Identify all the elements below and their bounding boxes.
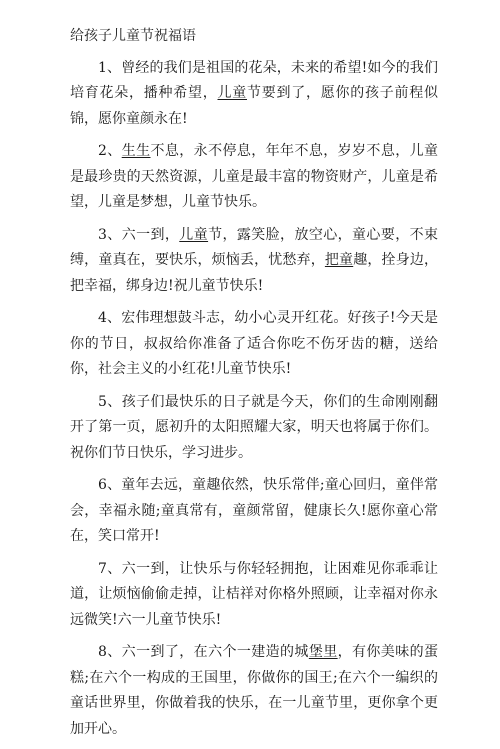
paragraph xyxy=(70,640,438,742)
document-title: 给孩子儿童节祝福语 xyxy=(70,28,196,44)
paragraph-text: 节要到了，愿你的孩子前程似锦，愿你童颜永在! xyxy=(70,85,438,127)
paragraph xyxy=(70,56,438,133)
keyword-link[interactable]: 儿童 xyxy=(179,226,209,243)
paragraph xyxy=(70,306,438,383)
paragraph xyxy=(70,557,438,634)
paragraph-text: 不息，永不停息，年年不息，岁岁不息，儿童是最珍贵的天然资源，儿童是最丰富的物资财产，儿童是希望，儿童是梦想，儿童节快乐。 xyxy=(70,143,438,210)
paragraph-text: 4、宏伟理想鼓斗志，幼小心灵开红花。好孩子!今天是你的节日，叔叔给你准备了适合你吃不伤牙齿的糖，送给你，社会主义的小红花!儿童节快乐! xyxy=(70,310,438,377)
keyword-link[interactable]: 儿童 xyxy=(217,85,247,101)
keyword-link[interactable]: 把童 xyxy=(324,252,354,268)
keyword-link[interactable]: 堡里 xyxy=(308,644,338,660)
paragraph xyxy=(70,473,438,550)
paragraph-text: 8、六一到了，在六个一建造的城 xyxy=(98,644,309,660)
keyword-link[interactable]: 生生 xyxy=(121,143,151,159)
paragraph-text: 5、孩子们最快乐的日子就是今天，你们的生命刚刚翻开了第一页，愿初升的太阳照耀大家，明天也将属于你们。祝你们节日快乐，学习进步。 xyxy=(70,393,438,461)
paragraph-text: 6、童年去远，童趣依然，快乐常伴;童心回归，童伴常会，幸福永随;童真常有，童颜常留，健康长久!愿你童心常在，笑口常开! xyxy=(70,477,438,544)
paragraph-text: 1、曾经的我们是祖国的花朵，未来的希望!如今的我们培育花朵，播种希望， xyxy=(70,59,438,101)
paragraph-text: 7、六一到，让快乐与你轻轻拥抱，让困难见你乖乖让道，让烦恼偷偷走掉，让桔祥对你格外照顾，让幸福对你永远微笑!六一儿童节快乐! xyxy=(70,560,438,628)
paragraph xyxy=(70,223,438,300)
paragraph-text: 节，露笑脸，放空心，童心要，不束缚，童真在，要快乐，烦恼丢，忧愁弃， xyxy=(70,226,438,268)
paragraph-list xyxy=(70,56,438,743)
paragraph xyxy=(70,390,438,467)
paragraph-text: ，有你美味的蛋糕;在六个一构成的王国里，你做你的国王;在六个一编织的童话世界里，你做着我的快乐，在一儿童节里，更你拿个更加开心。 xyxy=(70,644,438,737)
paragraph-text: 趣，拴身边，把幸福，绑身边!祝儿童节快乐! xyxy=(70,252,439,294)
paragraph xyxy=(70,139,438,216)
document-page xyxy=(70,24,438,749)
paragraph-text: 2、 xyxy=(98,143,122,159)
paragraph-text: 3、六一到， xyxy=(98,226,180,243)
